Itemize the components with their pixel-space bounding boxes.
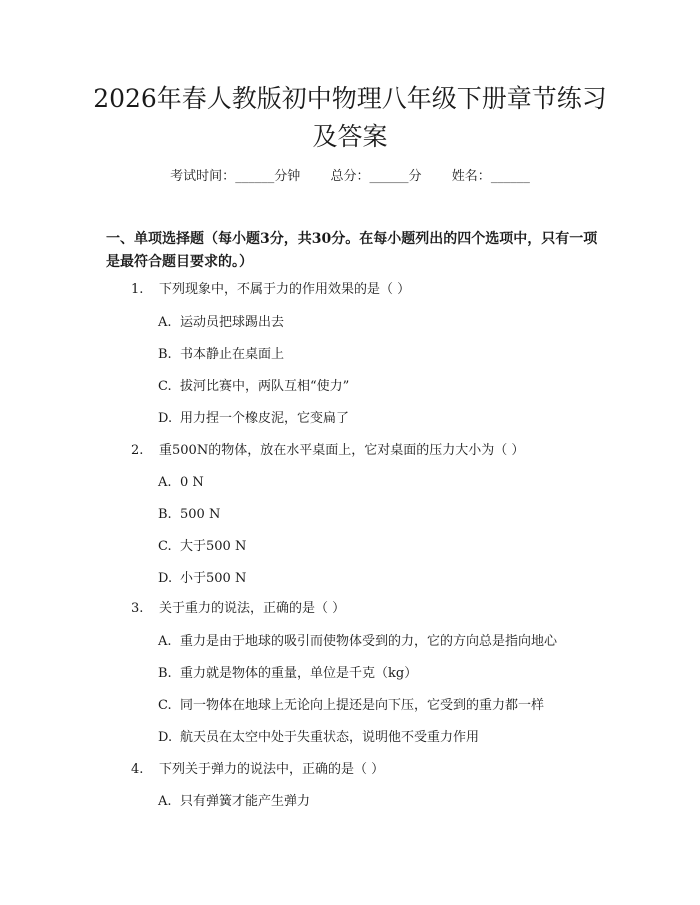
question-2	[131, 442, 524, 460]
option-text: 航天员在太空中处于失重状态，说明他不受重力作用	[180, 730, 480, 745]
question-3-option-a	[158, 633, 557, 651]
option-letter: A.	[158, 634, 172, 649]
question-2-option-a	[158, 474, 204, 492]
question-1-option-a	[158, 314, 284, 332]
option-letter: D.	[158, 730, 173, 745]
question-text: 下列关于弹力的说法中，正确的是（ ）	[159, 762, 385, 777]
option-text: 用力捏一个橡皮泥，它变扁了	[180, 411, 350, 426]
question-number: 4.	[131, 762, 144, 777]
exam-time-blank: ______	[235, 169, 275, 184]
option-text: 只有弹簧才能产生弹力	[180, 794, 311, 809]
total-score-blank: ______	[369, 169, 409, 184]
total-score-label: 总分：	[330, 169, 370, 184]
question-4	[131, 761, 384, 779]
question-2-option-d	[158, 570, 246, 588]
exam-time-unit: 分钟	[274, 169, 301, 184]
question-3-option-d	[158, 729, 479, 747]
question-3	[131, 600, 345, 618]
option-letter: D.	[158, 411, 173, 426]
option-text: 0 N	[180, 475, 204, 490]
option-letter: B.	[158, 666, 172, 681]
question-1-option-d	[158, 410, 349, 428]
exam-time-label: 考试时间：	[170, 169, 236, 184]
option-text: 运动员把球踢出去	[180, 315, 285, 330]
option-text: 500 N	[180, 507, 221, 522]
option-letter: A.	[158, 475, 172, 490]
question-number: 2.	[131, 443, 144, 458]
section-heading: 一、单项选择题（每小题3分，共30分。在每小题列出的四个选项中，只有一项是最符合题目要求的。）	[106, 231, 598, 270]
option-letter: D.	[158, 571, 173, 586]
option-letter: C.	[158, 698, 172, 713]
total-score-unit: 分	[408, 169, 422, 184]
option-text: 拔河比赛中，两队互相“使力”	[180, 379, 350, 394]
option-text: 重力是由于地球的吸引而使物体受到的力，它的方向总是指向地心	[180, 634, 558, 649]
document-title: 2026年春人教版初中物理八年级下册章节练习及答案	[93, 84, 607, 151]
option-letter: B.	[158, 347, 172, 362]
question-1-option-b	[158, 346, 284, 364]
option-text: 同一物体在地球上无论向上提还是向下压，它受到的重力都一样	[180, 698, 545, 713]
question-number: 3.	[131, 601, 144, 616]
question-2-option-c	[158, 538, 246, 556]
option-text: 大于500 N	[180, 539, 247, 554]
question-4-option-a	[158, 793, 310, 811]
question-text: 关于重力的说法，正确的是（ ）	[159, 601, 346, 616]
option-letter: C.	[158, 379, 172, 394]
question-number: 1.	[131, 282, 144, 297]
option-letter: A.	[158, 315, 172, 330]
option-letter: C.	[158, 539, 172, 554]
question-3-option-b	[158, 665, 417, 683]
question-2-option-b	[158, 506, 220, 524]
option-text: 书本静止在桌面上	[180, 347, 285, 362]
option-text: 重力就是物体的重量，单位是千克（kg）	[180, 666, 418, 681]
question-1-option-c	[158, 378, 349, 396]
option-text: 小于500 N	[180, 571, 247, 586]
question-text: 重500N的物体，放在水平桌面上，它对桌面的压力大小为（ ）	[159, 443, 525, 458]
exam-info-line	[0, 168, 700, 186]
option-letter: B.	[158, 507, 172, 522]
option-letter: A.	[158, 794, 172, 809]
student-name-blank: ______	[490, 169, 530, 184]
question-text: 下列现象中，不属于力的作用效果的是（ ）	[159, 282, 411, 297]
student-name-label: 姓名：	[451, 169, 491, 184]
question-1	[131, 281, 410, 299]
question-3-option-c	[158, 697, 544, 715]
